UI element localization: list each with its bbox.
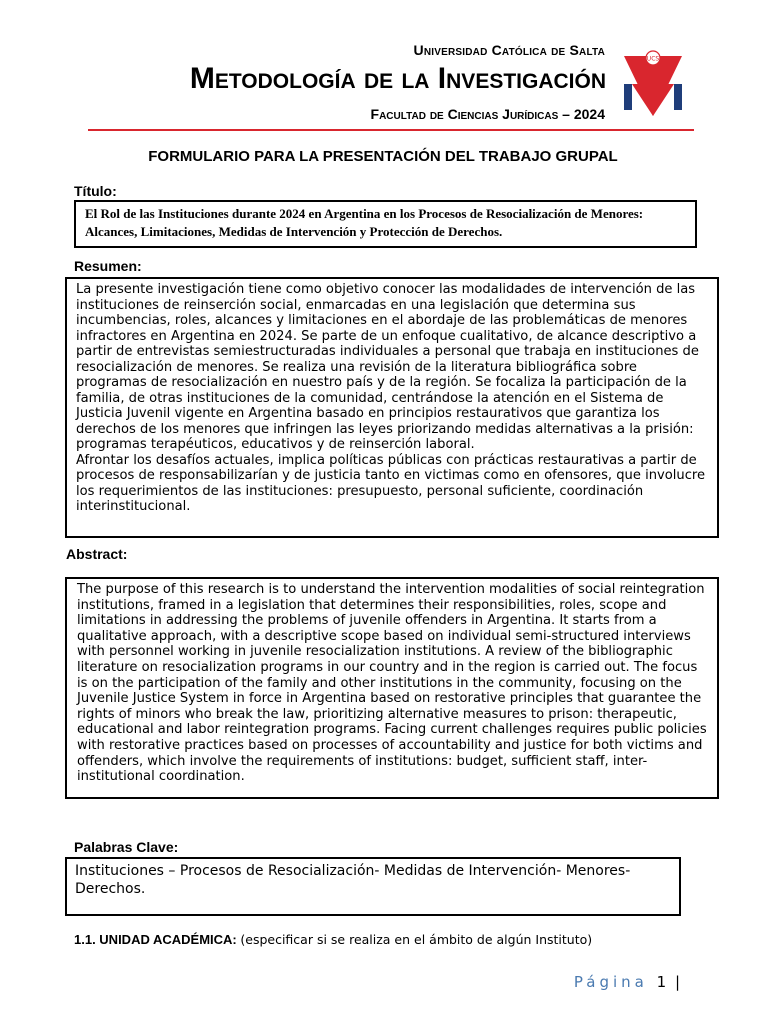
titulo-box [74,200,697,248]
logo-text: UCS [646,55,660,63]
unidad-note: (especificar si se realiza en el ámbito de algún Instituto) [240,932,593,947]
resumen-text: La presente investigación tiene como objetivo conocer las modalidades de intervención de las instituciones de reinserción social, enmarcadas en una legislación que determina sus incumbencias, roles, alcances y limitaciones en el abordaje de las problemáticas de menores infractores en Argentina en 2024. Se parte de un enfoque cualitativo, de alcance descriptivo a partir de entrevistas semiestructuradas individuales a personal que trabaja en instituciones de resocialización de menores. Se realiza una revisión de la literatura bibliográfica sobre programas de resocialización en nuestro país y de la región. Se focaliza la participación de la familia, de otras instituciones de la comunidad, centrándose la atención en el Sistema de Justicia Juvenil vigente en Argentina basado en principios restaurativos que garantiza los derechos de los menores que infringen las leyes priorizando medidas alternativas a la prisión: programas terapéuticos, educativos y de reinserción laboral. Afrontar los desafíos actuales, implica políticas públicas con prácticas restaurativas a partir de procesos de responsabilizarían y de justicia tanto en victimas como en ofensores, que involucre los requerimientos de las instituciones: presupuesto, personal suficiente, coordinación interinstitucional. [76,282,706,514]
unidad-academica [74,932,714,947]
unidad-label: 1.1. UNIDAD ACADÉMICA: [74,932,237,947]
university-name: Universidad Católica de Salta [413,42,605,58]
page-number-value: 1 [656,973,667,991]
titulo-text: El Rol de las Instituciones durante 2024 en Argentina en los Procesos de Resocialización de Menores: Alcances, Limitaciones, Medidas de Intervención y Protección de Derechos. [85,206,644,239]
page-separator: | [674,973,680,991]
abstract-text: The purpose of this research is to understand the intervention modalities of social reintegration institutions, framed in a legislation that determines their responsibilities, roles, scope and limitations in addressing the problems of juvenile offenders in Argentina. It starts from a qualitative approach, with a descriptive scope based on individual semi-structured interviews with personnel working in juvenile resocialization institutions. A review of the bibliographic literature on resocialization programs in our country and in the region is carried out. The focus is on the participation of the family and other institutions in the community, focusing on the Juvenile Justice System in force in Argentina based on restorative principles that guarantee the rights of minors who break the law, prioritizing alternative measures to prison: therapeutic, educational and labor reintegration programs. Facing current challenges requires public policies with restorative practices based on processes of accountability and justice for both victims and offenders, which involve the requirements of institutions: budget, sufficient staff, inter-institutional coordination. [77,582,707,785]
abstract-label: Abstract: [66,546,128,562]
titulo-label: Título: [74,183,117,199]
resumen-box [65,277,719,538]
form-title: FORMULARIO PARA LA PRESENTACIÓN DEL TRABAJO GRUPAL [148,148,618,165]
keywords-text: Instituciones – Procesos de Resocialización- Medidas de Intervención- Menores- Derechos. [75,863,631,897]
keywords-label: Palabras Clave: [74,839,179,855]
university-logo [622,46,684,118]
course-title: Metodología de la Investigación [189,62,606,95]
logo-left-bar [624,84,632,110]
logo-right-bar [674,84,682,110]
header-divider [88,129,694,131]
page-word: Página [573,973,648,991]
page-number [560,973,680,991]
keywords-box [65,857,681,916]
abstract-box [65,577,719,799]
faculty-name: Facultad de Ciencias Jurídicas – 2024 [370,106,605,122]
resumen-label: Resumen: [74,258,142,274]
